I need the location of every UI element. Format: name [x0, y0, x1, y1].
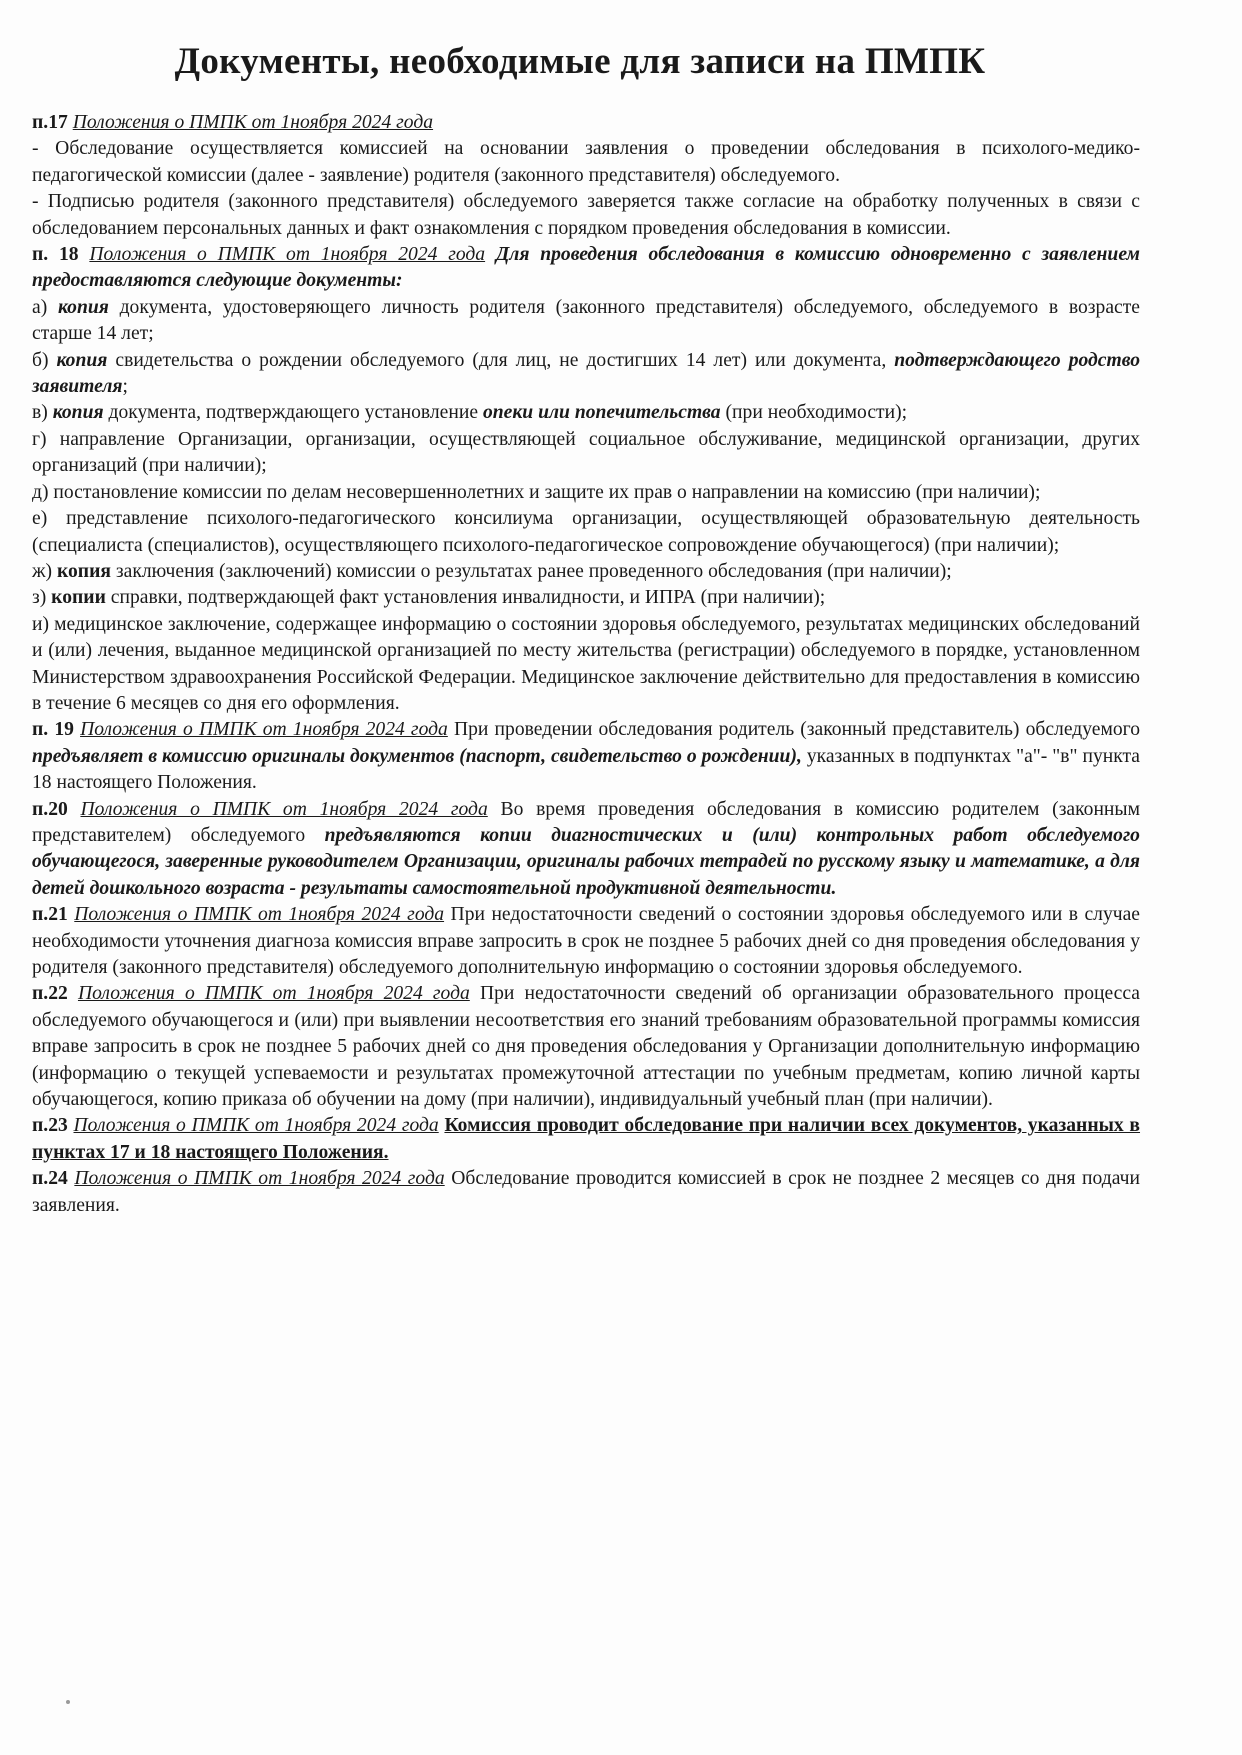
list-item-zh: ж) копия заключения (заключений) комиссии о результатах ранее проведенного обследования (при наличии);	[32, 560, 952, 582]
section-p18-intro-text: Для проведения обследования в комиссию одновременно с заявлением предоставляются следующие документы:	[32, 244, 1140, 292]
section-p19: п. 19 Положения о ПМПК от 1ноября 2024 года При проведении обследования родитель (законный представитель) обследуемого предъявляет в комиссию оригиналы документов (паспорт, свидетельство о рождении), указанных в подпунктах "а"- "в" пункта 18 настоящего Положения.	[32, 719, 1140, 794]
section-p17-line1: - Обследование осуществляется комиссией на основании заявления о проведении обследования в психолого-медико-педагогической комиссии (далее - заявление) родителя (законного представителя) обследуемого.	[32, 138, 1140, 186]
list-item-i: и) медицинское заключение, содержащее информацию о состоянии здоровья обследуемого, результатах медицинских обследований и (или) лечения, выданное медицинской организацией по месту жительства (регистрации) обследуемого в порядке, установленном Министерством здравоохранения Российской Федерации. Медицинское заключение действительно для предоставления в комиссию в течение 6 месяцев со дня его оформления.	[32, 613, 1140, 714]
section-p23-label: п.23	[32, 1115, 68, 1137]
section-p23: п.23 Положения о ПМПК от 1ноября 2024 года Комиссия проводит обследование при наличии всех документов, указанных в пунктах 17 и 18 настоящего Положения.	[32, 1115, 1141, 1163]
section-p20: п.20 Положения о ПМПК от 1ноября 2024 года Во время проведения обследования в комиссию родителем (законным представителем) обследуемого предъявляются копии диагностических и (или) контрольных работ обследуемого обучающегося, заверенные руководителем Организации, оригиналы рабочих тетрадей по русскому языку и математике, а для детей дошкольного возраста - результаты самостоятельной продуктивной деятельности.	[32, 798, 1140, 899]
section-p17-ref: Положения о ПМПК от 1ноября 2024 года	[72, 112, 434, 133]
list-item-v: в) копия документа, подтверждающего установление опеки или попечительства (при необходимости);	[32, 402, 908, 424]
section-p19-ref: Положения о ПМПК от 1ноября 2024 года	[80, 719, 448, 741]
section-p18-label: п. 18	[32, 244, 79, 266]
section-p24: п.24 Положения о ПМПК от 1ноября 2024 года Обследование проводится комиссией в срок не позднее 2 месяцев со дня подачи заявления.	[32, 1168, 1140, 1216]
list-item-d: д) постановление комиссии по делам несовершеннолетних и защите их прав о направлении на комиссию (при наличии);	[32, 481, 1041, 503]
section-p17-heading	[32, 110, 1140, 136]
section-p20-ref: Положения о ПМПК от 1ноября 2024 года	[80, 798, 488, 820]
section-p21-label: п.21	[32, 904, 68, 926]
section-p22-label: п.22	[32, 983, 68, 1005]
list-item-a: а) копия документа, удостоверяющего личность родителя (законного представителя) обследуемого, обследуемого в возрасте старше 14 лет;	[32, 296, 1140, 345]
list-item-b: б) копия свидетельства о рождении обследуемого (для лиц, не достигших 14 лет) или документа, подтверждающего родство заявителя;	[32, 349, 1140, 398]
document-body	[32, 110, 1140, 1219]
list-item-e: е) представление психолого-педагогического консилиума организации, осуществляющей образовательную деятельность (специалиста (специалистов), осуществляющего психолого-педагогическое сопровождение обучающегося) (при наличии);	[32, 508, 1140, 556]
scan-artifact	[66, 1700, 70, 1704]
page-title: Документы, необходимые для записи на ПМПК	[174, 41, 986, 82]
section-p21: п.21 Положения о ПМПК от 1ноября 2024 года При недостаточности сведений о состоянии здоровья обследуемого или в случае необходимости уточнения диагноза комиссия вправе запросить в срок не позднее 5 рабочих дней со дня проведения обследования у родителя (законного представителя) обследуемого дополнительную информацию о состоянии здоровья обследуемого.	[32, 904, 1140, 978]
section-p22: п.22 Положения о ПМПК от 1ноября 2024 года При недостаточности сведений об организации образовательного процесса обследуемого обучающегося и (или) при выявлении несоответствия его знаний требованиям образовательной программы комиссия вправе запросить в срок не позднее 5 рабочих дней со дня проведения обследования у Организации дополнительную информацию (информацию о текущей успеваемости и результатах промежуточной аттестации по учебным предметам, копию личной карты обучающегося, копию приказа об обучении на дому (при наличии), индивидуальный учебный план (при наличии).	[32, 983, 1140, 1111]
section-p24-label: п.24	[32, 1168, 68, 1190]
section-p17-line2: - Подписью родителя (законного представителя) обследуемого заверяется также согласие на обработку полученных в связи с обследованием персональных данных и факт ознакомления с порядком проведения обследования в комиссии.	[32, 191, 1140, 239]
section-p18-ref: Положения о ПМПК от 1ноября 2024 года	[89, 244, 486, 266]
section-p17-label: п.17	[32, 112, 68, 133]
list-item-g: г) направление Организации, организации, осуществляющей социальное обслуживание, медицинской организации, других организаций (при наличии);	[32, 428, 1140, 477]
section-p24-ref: Положения о ПМПК от 1ноября 2024 года	[74, 1168, 445, 1190]
section-p23-ref: Положения о ПМПК от 1ноября 2024 года	[73, 1115, 439, 1137]
section-p19-label: п. 19	[32, 719, 74, 741]
section-p22-ref: Положения о ПМПК от 1ноября 2024 года	[77, 983, 470, 1005]
section-p21-ref: Положения о ПМПК от 1ноября 2024 года	[74, 904, 445, 926]
section-p18-intro	[32, 242, 1140, 295]
section-p20-label: п.20	[32, 798, 68, 820]
list-item-z: з) копии справки, подтверждающей факт установления инвалидности, и ИПРА (при наличии);	[32, 587, 826, 609]
